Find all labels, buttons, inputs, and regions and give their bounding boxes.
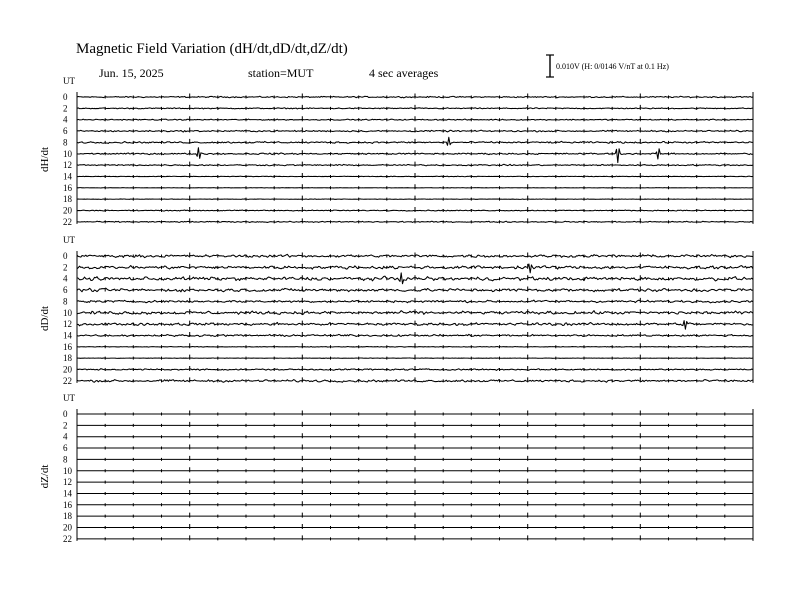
row-label: 8: [63, 296, 68, 307]
panel-ylabel: dD/dt: [39, 305, 51, 331]
row-label: 4: [63, 114, 68, 125]
row-ticks: [77, 445, 753, 450]
row-label: 12: [63, 319, 72, 330]
row-ticks: [77, 343, 753, 348]
scale-bar: [546, 55, 554, 77]
row-ticks: [77, 456, 753, 461]
row-ticks: [77, 479, 753, 484]
row-ticks: [77, 490, 753, 495]
series-line: [77, 221, 753, 222]
date-label: Jun. 15, 2025: [99, 66, 164, 80]
row-ticks: [77, 355, 753, 360]
row-label: 14: [63, 488, 72, 499]
row-label: 10: [63, 148, 72, 159]
row-label: 0: [63, 92, 68, 102]
row-label: 14: [63, 330, 72, 341]
row-ticks: [77, 467, 753, 472]
row-ticks: [77, 422, 753, 427]
row-label: 0: [63, 409, 68, 419]
row-label: 16: [63, 499, 72, 510]
row-ticks: [77, 150, 753, 155]
row-label: 6: [63, 443, 68, 454]
row-label: 10: [63, 465, 72, 476]
row-label: 8: [63, 137, 68, 148]
row-ticks: [77, 162, 753, 167]
row-ticks: [77, 196, 753, 201]
row-label: 4: [63, 273, 68, 284]
row-ticks: [77, 535, 753, 540]
row-label: 0: [63, 251, 68, 261]
panel-ylabel: dH/dt: [39, 146, 51, 172]
row-label: 22: [63, 533, 72, 544]
row-ticks: [77, 411, 753, 416]
row-label: 2: [63, 420, 68, 431]
row-label: 18: [63, 511, 72, 522]
row-label: 14: [63, 171, 72, 182]
chart-title: Magnetic Field Variation (dH/dt,dD/dt,dZ/dt): [76, 41, 348, 57]
series-line: [77, 199, 753, 200]
row-label: 20: [63, 364, 72, 375]
row-label: 2: [63, 262, 68, 273]
ut-label: UT: [63, 235, 75, 245]
row-label: 18: [63, 194, 72, 205]
row-label: 22: [63, 216, 72, 227]
series-line: [77, 176, 753, 177]
row-ticks: [77, 173, 753, 178]
row-label: 6: [63, 285, 68, 296]
panel-dD: [39, 235, 753, 386]
row-label: 8: [63, 454, 68, 465]
row-ticks: [77, 139, 753, 144]
row-label: 22: [63, 375, 72, 386]
row-label: 10: [63, 307, 72, 318]
row-label: 2: [63, 103, 68, 114]
panel-dZ: [39, 393, 753, 544]
row-label: 6: [63, 126, 68, 137]
row-label: 12: [63, 160, 72, 171]
ut-label: UT: [63, 393, 75, 403]
row-ticks: [77, 184, 753, 189]
row-label: 20: [63, 522, 72, 533]
row-label: 20: [63, 205, 72, 216]
panel-dH: [39, 76, 753, 227]
row-label: 4: [63, 431, 68, 442]
row-ticks: [77, 524, 753, 529]
station-label: station=MUT: [248, 66, 314, 80]
series-line: [77, 346, 753, 347]
ut-label: UT: [63, 76, 75, 86]
panel-ylabel: dZ/dt: [39, 464, 51, 489]
row-ticks: [77, 513, 753, 518]
averaging-label: 4 sec averages: [369, 66, 439, 80]
scale-note: 0.010V (H: 0/0146 V/nT at 0.1 Hz): [556, 62, 669, 71]
row-label: 16: [63, 341, 72, 352]
row-label: 12: [63, 477, 72, 488]
row-ticks: [77, 501, 753, 506]
row-label: 18: [63, 353, 72, 364]
panels-group: [39, 76, 753, 544]
row-label: 16: [63, 182, 72, 193]
row-ticks: [77, 433, 753, 438]
